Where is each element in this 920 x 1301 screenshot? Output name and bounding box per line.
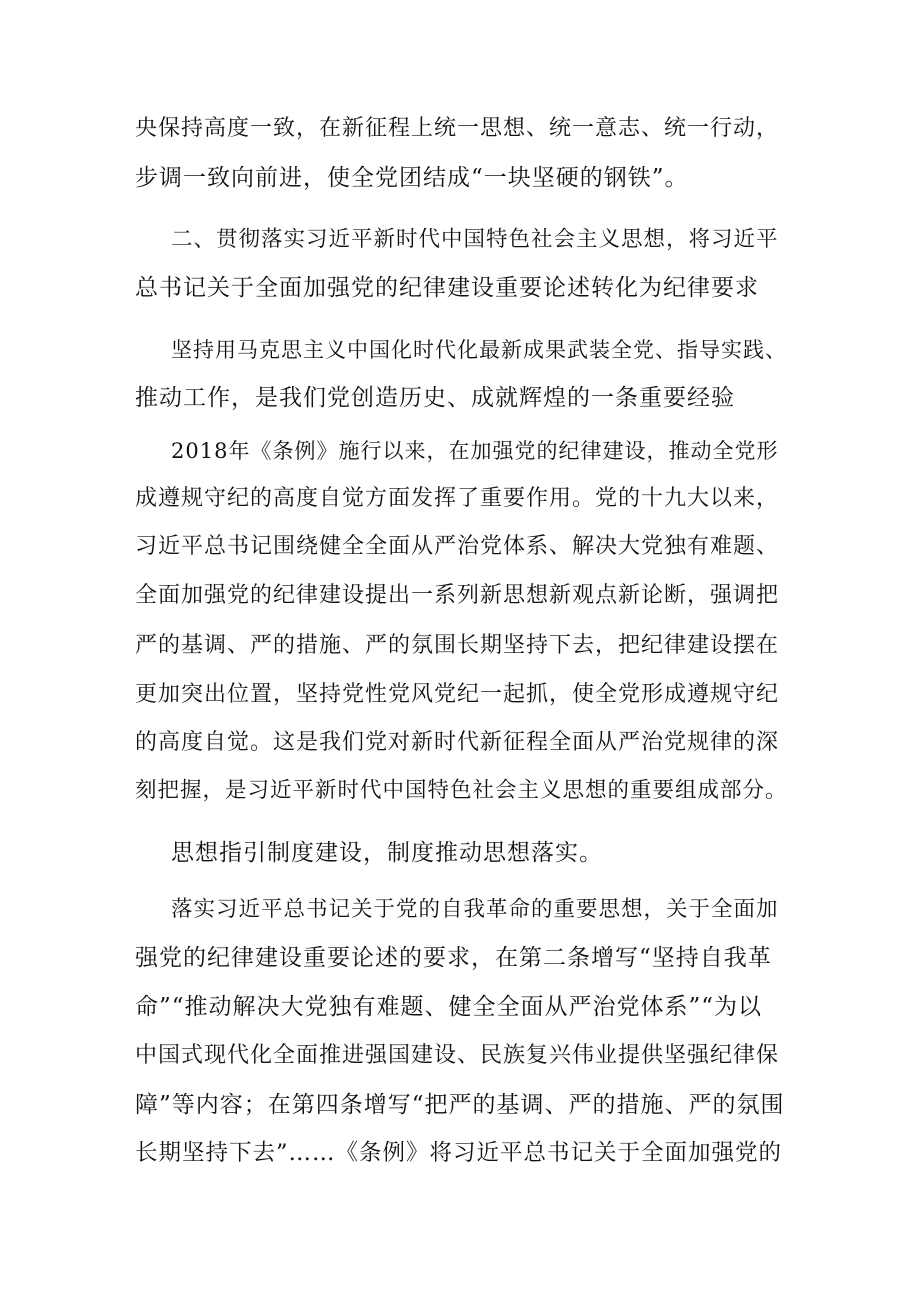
text-line: 总书记关于全面加强党的纪律建设重要论述转化为纪律要求 — [135, 275, 759, 301]
text-line: 中国式现代化全面推进强国建设、民族复兴伟业提供坚强纪律保 — [135, 1043, 780, 1068]
text-line: 命”“推动解决大党独有难题、健全全面从严治党体系”“为以 — [135, 994, 763, 1020]
text-line: 更加突出位置，坚持党性党风党纪一起抓，使全党形成遵规守纪 — [135, 682, 780, 707]
text-line: 全面加强党的纪律建设提出一系列新思想新观点新论断，强调把 — [135, 583, 780, 608]
text-line: 央保持高度一致，在新征程上统一思想、统一意志、统一行动， — [135, 116, 780, 141]
text-line: 严的基调、严的措施、严的氛围长期坚持下去，把纪律建设摆在 — [135, 633, 780, 658]
text-line: 步调一致向前进，使全党团结成“一块坚硬的钢铁”。 — [135, 165, 689, 191]
text-line: 的高度自觉。这是我们党对新时代新征程全面从严治党规律的深 — [135, 730, 780, 755]
text-line: 2018年《条例》施行以来，在加强党的纪律建设，推动全党形 — [171, 439, 779, 463]
text-line: 二、贯彻落实习近平新时代中国特色社会主义思想，将习近平 — [171, 227, 779, 252]
text-line: 强党的纪律建设重要论述的要求，在第二条增写“坚持自我革 — [135, 945, 772, 971]
text-line: 刻把握，是习近平新时代中国特色社会主义思想的重要组成部分。 — [135, 778, 788, 803]
text-line: 成遵规守纪的高度自觉方面发挥了重要作用。党的十九大以来， — [135, 486, 780, 511]
text-line: 障”等内容；在第四条增写“把严的基调、严的措施、严的氛围 — [135, 1092, 785, 1118]
text-line: 习近平总书记围绕健全全面从严治党体系、解决大党独有难题、 — [135, 534, 780, 559]
text-line: 落实习近平总书记关于党的自我革命的重要思想，关于全面加 — [171, 897, 779, 922]
text-line: 推动工作，是我们党创造历史、成就辉煌的一条重要经验 — [135, 385, 735, 411]
text-line: 长期坚持下去”……《条例》将习近平总书记关于全面加强党的 — [135, 1140, 783, 1166]
text-line: 思想指引制度建设，制度推动思想落实。 — [171, 840, 603, 866]
text-line: 坚持用马克思主义中国化时代化最新成果武装全党、指导实践、 — [171, 338, 787, 362]
